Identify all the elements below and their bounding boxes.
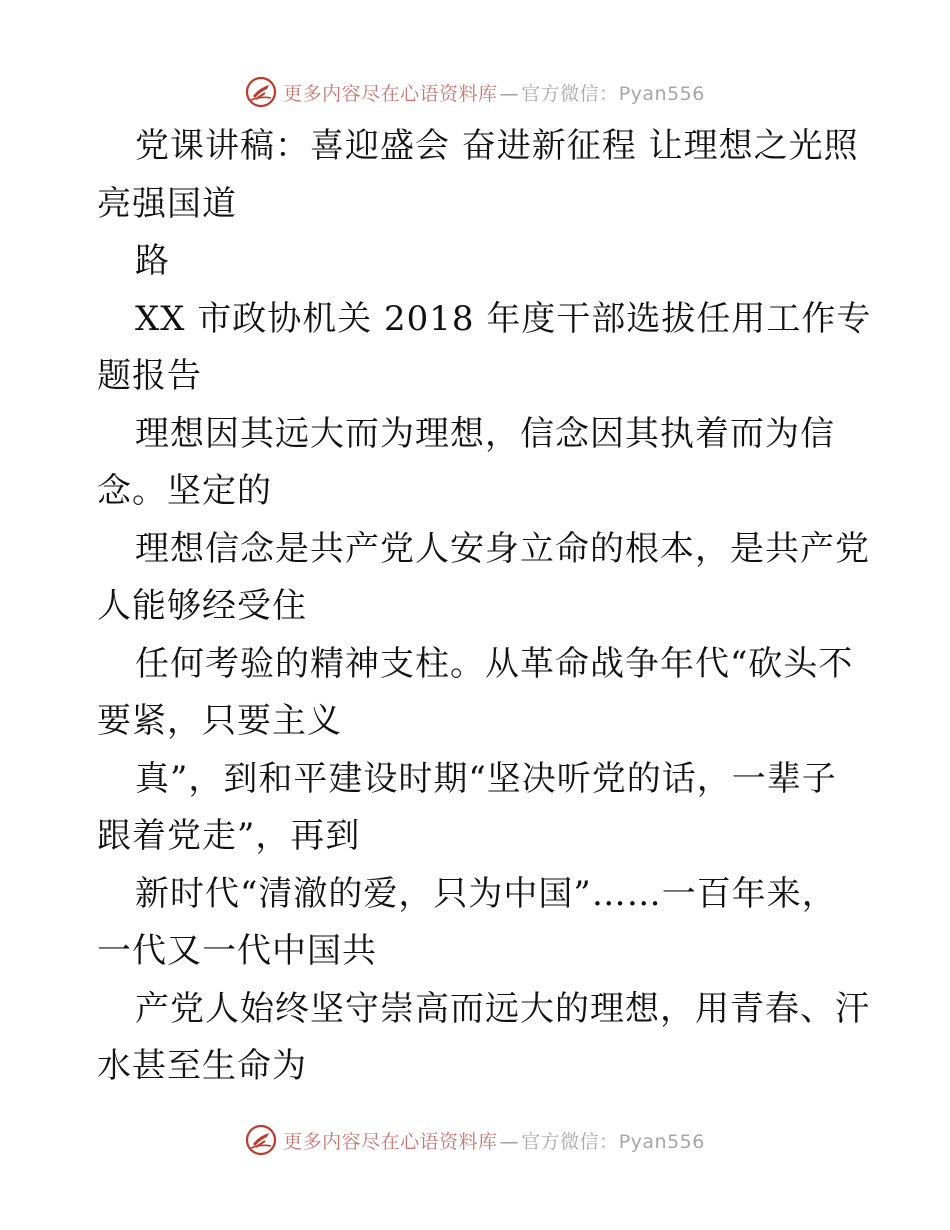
footer-banner	[0, 1120, 950, 1160]
book-pen-logo-icon	[245, 76, 277, 108]
banner-content	[245, 1124, 705, 1156]
promo-text: 更多内容尽在心语资料库	[283, 82, 498, 105]
wechat-label: 官方微信：	[521, 82, 619, 105]
banner-content	[245, 76, 705, 108]
book-pen-logo-icon	[245, 1124, 277, 1156]
banner-text	[283, 1127, 705, 1154]
wechat-label: 官方微信：	[521, 1130, 619, 1153]
wechat-id: Pyan556	[618, 82, 705, 105]
text-line: 跟着党走”，再到	[97, 816, 361, 856]
text-line: 一代又一代中国共	[97, 931, 377, 971]
text-line: 念。坚定的	[97, 471, 272, 511]
text-line: 要紧，只要主义	[97, 701, 342, 741]
promo-text: 更多内容尽在心语资料库	[283, 1130, 498, 1153]
banner-separator: —	[499, 82, 520, 105]
text-line: 理想信念是共产党人安身立命的根本，是共产党	[135, 528, 870, 569]
text-line: 人能够经受住	[97, 586, 307, 626]
text-line: 亮强国道	[97, 183, 237, 224]
text-line: 新时代“清澈的爱，只为中国”……一百年来，	[135, 873, 837, 914]
text-line: 任何考验的精神支柱。从革命战争年代“砍头不	[135, 643, 854, 684]
text-line: 产党人始终坚守崇高而远大的理想，用青春、汗	[135, 988, 870, 1029]
banner-text	[283, 79, 705, 106]
text-line: 理想因其远大而为理想，信念因其执着而为信	[135, 413, 835, 454]
document-body	[97, 118, 872, 1096]
banner-separator: —	[499, 1130, 520, 1153]
text-line: 题报告	[97, 356, 202, 396]
text-line: 路	[135, 241, 170, 281]
text-line: 党课讲稿：喜迎盛会 奋进新征程 让理想之光照	[135, 126, 859, 166]
text-line: 水甚至生命为	[97, 1046, 307, 1086]
text-line: XX 市政协机关 2018 年度干部选拔任用工作专	[135, 298, 872, 339]
text-line: 真”，到和平建设时期“坚决听党的话，一辈子	[135, 758, 837, 799]
header-banner	[0, 72, 950, 112]
wechat-id: Pyan556	[618, 1130, 705, 1153]
